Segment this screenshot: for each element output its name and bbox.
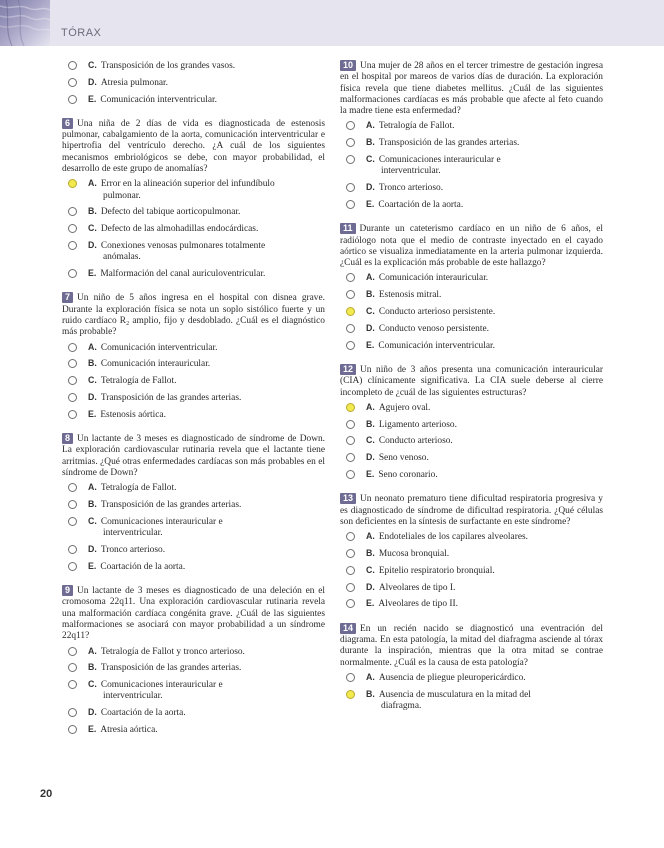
radio-bullet-selected[interactable] xyxy=(346,690,355,699)
option-10a[interactable]: A. Tetralogía de Fallot. xyxy=(340,120,603,132)
option-10e[interactable]: E. Coartación de la aorta. xyxy=(340,199,603,211)
page-number: 20 xyxy=(40,788,53,800)
option-13a[interactable]: A. Endoteliales de los capilares alveolares. xyxy=(340,531,603,543)
question-number: 11 xyxy=(340,223,356,234)
radio-bullet[interactable] xyxy=(68,483,77,492)
radio-bullet[interactable] xyxy=(346,273,355,282)
radio-bullet[interactable] xyxy=(68,359,77,368)
option-6b[interactable]: B. Defecto del tabique aorticopulmonar. xyxy=(62,206,325,218)
radio-bullet[interactable] xyxy=(346,453,355,462)
option-13e[interactable]: E. Alveolares de tipo II. xyxy=(340,598,603,610)
option-6e[interactable]: E. Malformación del canal auriculoventricular. xyxy=(62,268,325,280)
radio-bullet[interactable] xyxy=(68,241,77,250)
question-7 xyxy=(62,292,325,421)
question-number: 9 xyxy=(62,585,73,596)
radio-bullet[interactable] xyxy=(68,61,77,70)
question-stem: 7 Un niño de 5 años ingresa en el hospital con disnea grave. Durante la exploración física se nota un soplo sistólico fuerte y un ruido cardíaco R₂ amplio, fijo y desdoblado. ¿Cuál es el diagnóstico más probable? xyxy=(62,292,325,338)
option-6d[interactable]: D. Conexiones venosas pulmonares totalmente anómalas. xyxy=(62,240,325,264)
radio-bullet[interactable] xyxy=(68,207,77,216)
option-9d[interactable]: D. Coartación de la aorta. xyxy=(62,707,325,719)
question-8 xyxy=(62,433,325,573)
question-number: 12 xyxy=(340,364,356,375)
radio-bullet[interactable] xyxy=(346,532,355,541)
radio-bullet-selected[interactable] xyxy=(346,307,355,316)
radio-bullet[interactable] xyxy=(346,200,355,209)
radio-bullet[interactable] xyxy=(346,341,355,350)
option-8e[interactable]: E. Coartación de la aorta. xyxy=(62,561,325,573)
option-12a[interactable]: A. Agujero oval. xyxy=(340,402,603,414)
radio-bullet[interactable] xyxy=(346,583,355,592)
option-5d[interactable]: D. Atresia pulmonar. xyxy=(62,77,325,89)
question-5-continued xyxy=(62,60,325,106)
question-stem: 12 Un niño de 3 años presenta una comunicación interauricular (CIA) clínicamente significativa. La CIA suele deberse al cierre incompleto de ¿cuál de las siguientes estructuras? xyxy=(340,363,603,398)
option-9c[interactable]: C. Comunicaciones interauricular e interventricular. xyxy=(62,679,325,703)
question-stem: 11 Durante un cateterismo cardíaco en un niño de 6 años, el radiólogo nota que el medio de contraste inyectado en el cayado aórtico se visualiza inmediatamente en la arteria pulmonar izquierda. ¿Cuál es la explicación más probable de este hallazgo? xyxy=(340,223,603,269)
radio-bullet[interactable] xyxy=(68,708,77,717)
option-12d[interactable]: D. Seno venoso. xyxy=(340,452,603,464)
right-column xyxy=(340,60,603,724)
question-number: 14 xyxy=(340,623,356,634)
radio-bullet[interactable] xyxy=(346,121,355,130)
option-8d[interactable]: D. Tronco arterioso. xyxy=(62,544,325,556)
radio-bullet[interactable] xyxy=(346,470,355,479)
radio-bullet[interactable] xyxy=(68,663,77,672)
radio-bullet[interactable] xyxy=(68,343,77,352)
option-9e[interactable]: E. Atresia aórtica. xyxy=(62,724,325,736)
option-9a[interactable]: A. Tetralogía de Fallot y tronco arterioso. xyxy=(62,646,325,658)
question-stem: 9 Un lactante de 3 meses es diagnosticado de una deleción en el cromosoma 22q11. Una exploración cardiovascular rutinaria revela una malformación cardíaca congénita grave. ¿Cuál de las siguientes malformaciones se asociará con mayor probabilidad a un síndrome 22q11? xyxy=(62,585,325,642)
question-10 xyxy=(340,60,603,211)
radio-bullet[interactable] xyxy=(346,183,355,192)
option-5e[interactable]: E. Comunicación interventricular. xyxy=(62,94,325,106)
radio-bullet[interactable] xyxy=(68,410,77,419)
question-stem: 13 Un neonato prematuro tiene dificultad respiratoria progresiva y es diagnosticado de síndrome de dificultad respiratoria. ¿Qué células son deficientes en la síntesis de surfactante en este síndrome? xyxy=(340,493,603,527)
option-8a[interactable]: A. Tetralogía de Fallot. xyxy=(62,482,325,494)
question-stem: 10 Una mujer de 28 años en el tercer trimestre de gestación ingresa en el hospital por mareos de varios días de duración. La exploración física revela que tiene diabetes mellitus. ¿Cuál de las siguientes malformaciones cardíacas es más probable que afecte al feto cuando la madre tiene esta enfermedad? xyxy=(340,60,603,117)
option-5c[interactable]: C. Transposición de los grandes vasos. xyxy=(62,60,325,72)
radio-bullet[interactable] xyxy=(346,290,355,299)
option-11d[interactable]: D. Conducto venoso persistente. xyxy=(340,323,603,335)
radio-bullet[interactable] xyxy=(68,95,77,104)
radio-bullet[interactable] xyxy=(68,78,77,87)
question-9 xyxy=(62,585,325,736)
option-14a[interactable]: A. Ausencia de pliegue pleuropericárdico. xyxy=(340,672,603,684)
radio-bullet[interactable] xyxy=(346,549,355,558)
radio-bullet[interactable] xyxy=(346,566,355,575)
radio-bullet[interactable] xyxy=(68,500,77,509)
radio-bullet[interactable] xyxy=(68,517,77,526)
radio-bullet[interactable] xyxy=(68,224,77,233)
question-number: 10 xyxy=(340,60,356,71)
radio-bullet[interactable] xyxy=(68,647,77,656)
option-7b[interactable]: B. Comunicación interauricular. xyxy=(62,358,325,370)
question-11 xyxy=(340,223,603,352)
option-8c[interactable]: C. Comunicaciones interauricular e interventricular. xyxy=(62,516,325,540)
option-7c[interactable]: C. Tetralogía de Fallot. xyxy=(62,375,325,387)
radio-bullet[interactable] xyxy=(346,436,355,445)
question-stem: 14 En un recién nacido se diagnosticó una eventración del diagrama. En esta patología, la mitad del diafragma asciende al tórax durante la inspiración, mientras que la otra mitad se contrae normalmente. ¿Cuál es la causa de esta patología? xyxy=(340,622,603,668)
radio-bullet[interactable] xyxy=(68,725,77,734)
option-13d[interactable]: D. Alveolares de tipo I. xyxy=(340,582,603,594)
option-13c[interactable]: C. Epitelio respiratorio bronquial. xyxy=(340,565,603,577)
question-stem: 6 Una niña de 2 días de vida es diagnosticada de estenosis pulmonar, cabalgamiento de la aorta, comunicación interventricular e hipertrofia del ventrículo derecho. ¿A cuál de los siguientes mecanismos embriológicos se debe, con mayor probabilidad, el desarrollo de este grupo de anomalías? xyxy=(62,117,325,175)
radio-bullet[interactable] xyxy=(68,545,77,554)
option-9b[interactable]: B. Transposición de las grandes arterias. xyxy=(62,662,325,674)
radio-bullet[interactable] xyxy=(68,562,77,571)
option-11e[interactable]: E. Comunicación interventricular. xyxy=(340,340,603,352)
section-title: TÓRAX xyxy=(61,27,102,39)
option-10c[interactable]: C. Comunicaciones interauricular e interventricular. xyxy=(340,154,603,178)
radio-bullet[interactable] xyxy=(346,420,355,429)
option-12b[interactable]: B. Ligamento arterioso. xyxy=(340,419,603,431)
radio-bullet-selected[interactable] xyxy=(346,403,355,412)
page-header xyxy=(0,0,664,46)
option-6c[interactable]: C. Defecto de las almohadillas endocárdicas. xyxy=(62,223,325,235)
option-12e[interactable]: E. Seno coronario. xyxy=(340,469,603,481)
question-number: 7 xyxy=(62,292,73,303)
header-decoration xyxy=(0,0,50,46)
radio-bullet[interactable] xyxy=(346,324,355,333)
option-11c[interactable]: C. Conducto arterioso persistente. xyxy=(340,306,603,318)
option-10d[interactable]: D. Tronco arterioso. xyxy=(340,182,603,194)
question-14 xyxy=(340,623,603,713)
question-number: 13 xyxy=(340,493,356,504)
radio-bullet[interactable] xyxy=(346,599,355,608)
option-6a[interactable]: A. Error en la alineación superior del infundíbulo pulmonar. xyxy=(62,178,325,202)
question-13 xyxy=(340,493,603,610)
question-number: 8 xyxy=(62,433,73,444)
radio-bullet[interactable] xyxy=(68,269,77,278)
question-6 xyxy=(62,118,325,281)
radio-bullet[interactable] xyxy=(68,376,77,385)
left-column xyxy=(62,60,325,748)
option-11b[interactable]: B. Estenosis mitral. xyxy=(340,289,603,301)
radio-bullet[interactable] xyxy=(346,155,355,164)
option-7e[interactable]: E. Estenosis aórtica. xyxy=(62,409,325,421)
question-stem: 8 Un lactante de 3 meses es diagnosticado de síndrome de Down. La exploración cardiovascular rutinaria revela que el lactante tiene arritmias. ¿Qué otras enfermedades cardíacas son más probables en el síndrome de Down? xyxy=(62,433,325,479)
radio-bullet[interactable] xyxy=(68,680,77,689)
radio-bullet[interactable] xyxy=(346,673,355,682)
option-10b[interactable]: B. Transposición de las grandes arterias. xyxy=(340,137,603,149)
option-11a[interactable]: A. Comunicación interauricular. xyxy=(340,272,603,284)
option-12c[interactable]: C. Conducto arterioso. xyxy=(340,435,603,447)
radio-bullet[interactable] xyxy=(346,138,355,147)
question-12 xyxy=(340,364,603,481)
question-number: 6 xyxy=(62,118,73,129)
radio-bullet-selected[interactable] xyxy=(68,179,77,188)
radio-bullet[interactable] xyxy=(68,393,77,402)
option-13b[interactable]: B. Mucosa bronquial. xyxy=(340,548,603,560)
option-8b[interactable]: B. Transposición de las grandes arterias. xyxy=(62,499,325,511)
option-7a[interactable]: A. Comunicación interventricular. xyxy=(62,342,325,354)
option-14b[interactable]: B. Ausencia de musculatura en la mitad del diafragma. xyxy=(340,689,603,713)
option-7d[interactable]: D. Transposición de las grandes arterias. xyxy=(62,392,325,404)
